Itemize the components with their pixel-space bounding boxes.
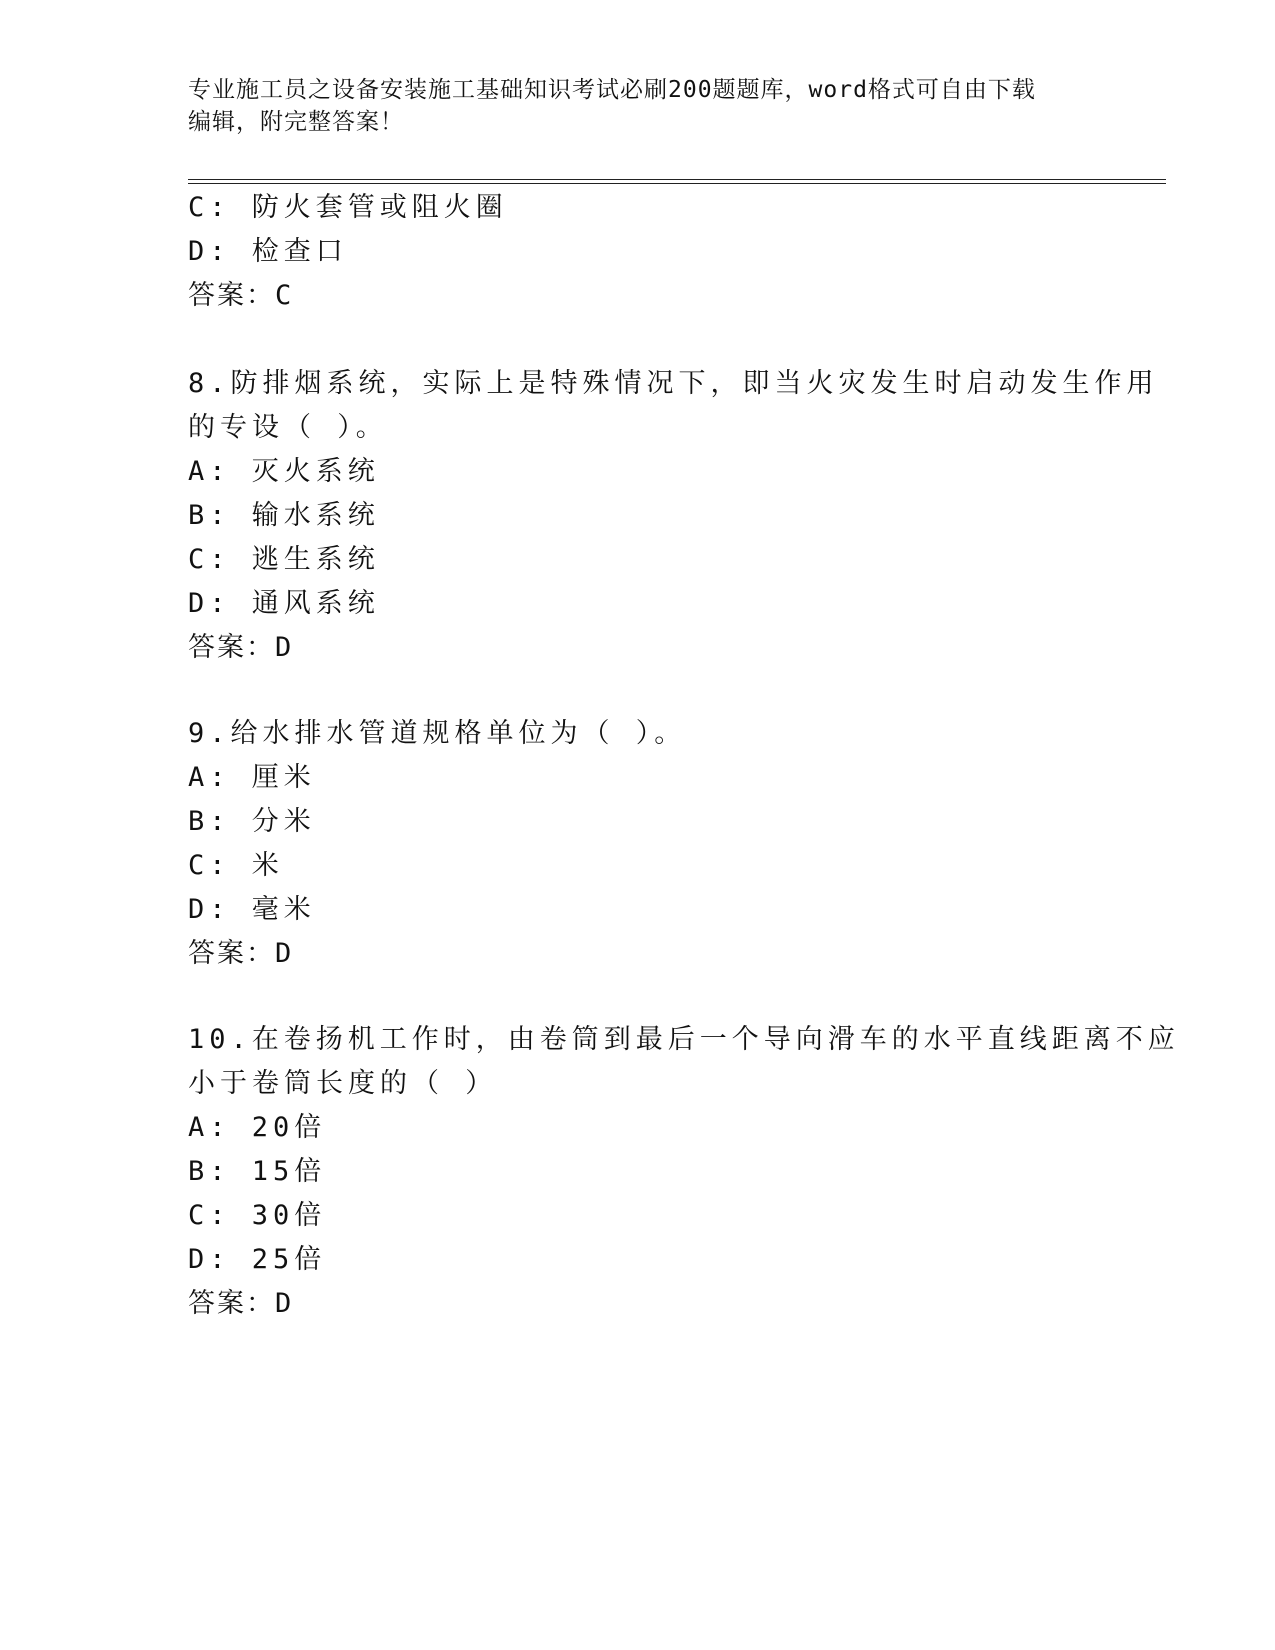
header-line-1: 专业施工员之设备安装施工基础知识考试必刷200题题库，word格式可自由下载: [188, 77, 1036, 103]
q8-option-c: C: 逃生系统: [188, 544, 380, 575]
q8-option-b: B: 输水系统: [188, 500, 380, 531]
q10-option-a: A: 20倍: [188, 1112, 327, 1143]
q8-option-a: A: 灭火系统: [188, 456, 380, 487]
header-divider-bottom: [188, 183, 1166, 184]
prev-answer: 答案：C: [188, 280, 294, 311]
q8-answer: 答案：D: [188, 632, 294, 663]
header-divider-top: [188, 179, 1166, 180]
q9-option-d: D: 毫米: [188, 894, 316, 925]
q9-stem-line-1: 9.给水排水管道规格单位为（ ）。: [188, 718, 687, 749]
q9-option-b: B: 分米: [188, 806, 316, 837]
prev-option-d: D: 检查口: [188, 236, 348, 267]
prev-option-c: C: 防火套管或阻火圈: [188, 192, 508, 223]
q10-stem-line-1: 10.在卷扬机工作时，由卷筒到最后一个导向滑车的水平直线距离不应: [188, 1024, 1180, 1055]
q9-answer: 答案：D: [188, 938, 294, 969]
q8-stem-line-1: 8.防排烟系统，实际上是特殊情况下，即当火灾发生时启动发生作用: [188, 368, 1159, 399]
q9-option-a: A: 厘米: [188, 762, 316, 793]
document-header: [188, 74, 1068, 138]
q10-option-d: D: 25倍: [188, 1244, 327, 1275]
q9-option-c: C: 米: [188, 850, 284, 881]
q8-option-d: D: 通风系统: [188, 588, 380, 619]
q8-stem-line-2: 的专设（ ）。: [188, 412, 388, 443]
q10-stem-line-2: 小于卷筒长度的（ ）: [188, 1068, 498, 1099]
q10-answer: 答案：D: [188, 1288, 294, 1319]
header-line-2: 编辑，附完整答案！: [188, 109, 404, 135]
q10-option-c: C: 30倍: [188, 1200, 327, 1231]
q10-option-b: B: 15倍: [188, 1156, 327, 1187]
